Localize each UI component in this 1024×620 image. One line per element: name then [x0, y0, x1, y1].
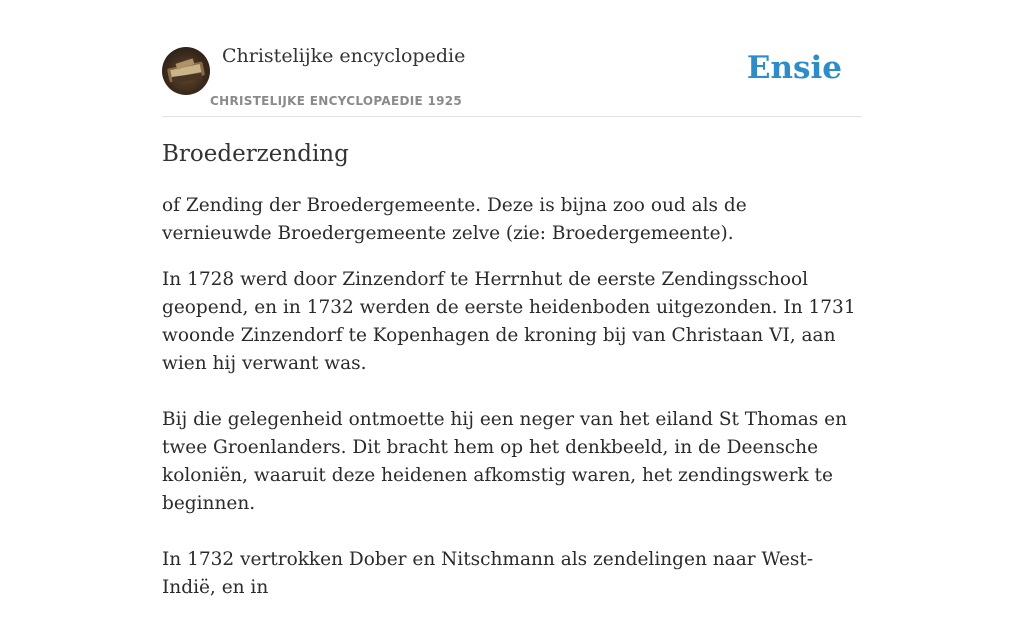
article [162, 138, 862, 620]
header [162, 0, 862, 117]
ensie-logo[interactable]: Ensie [746, 50, 842, 86]
source-title[interactable]: Christelijke encyclopedie [222, 45, 466, 67]
source-subtitle[interactable]: CHRISTELIJKE ENCYCLOPAEDIE 1925 [210, 94, 463, 108]
article-paragraph: In 1728 werd door Zinzendorf te Herrnhut de eerste Zendingsschool geopend, en in 1732 werden de eerste heidenboden uitgezonden. In 1731 woonde Zinzendorf te Kopenhagen de kroning bij van Christaan VI, aan wien hij verwant was. [162, 269, 856, 374]
article-title: Broederzending [162, 141, 349, 167]
article-paragraph: of Zending der Broedergemeente. Deze is bijna zoo oud als de vernieuwde Broedergemeente zelve (zie: Broedergemeente). [162, 195, 747, 244]
source-avatar[interactable] [162, 47, 210, 95]
article-paragraph: Bij die gelegenheid ontmoette hij een neger van het eiland St Thomas en twee Groenlanders. Dit bracht hem op het denkbeeld, in de Deensche koloniën, waaruit deze heidenen afkomstig waren, het zendingswerk te beginnen. [162, 409, 848, 514]
article-paragraph: In 1732 vertrokken Dober en Nitschmann als zendelingen naar West-Indië, en in [162, 549, 814, 598]
book-photo-icon [162, 47, 210, 95]
